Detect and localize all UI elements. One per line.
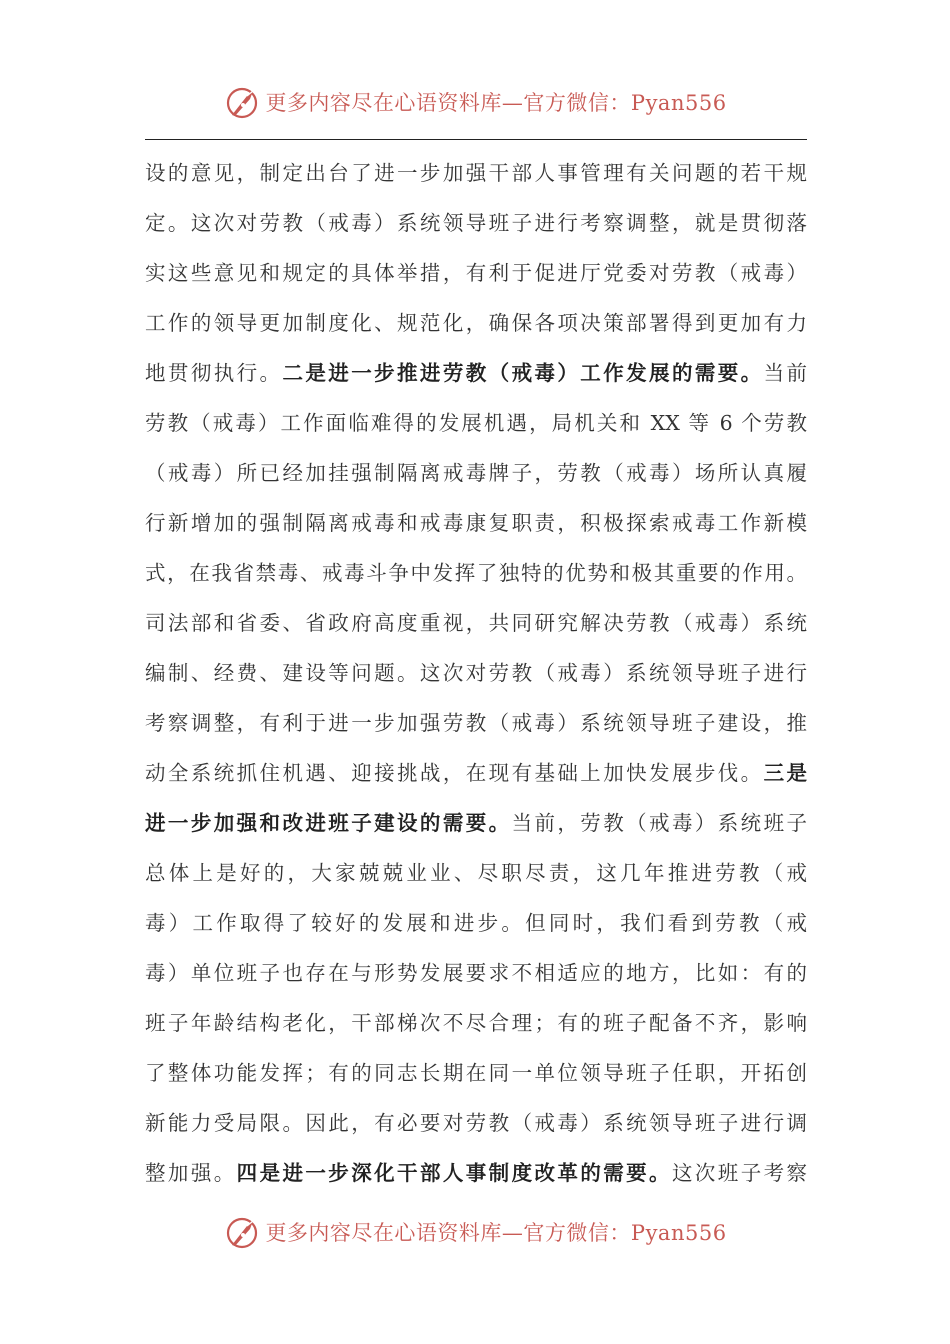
text-line bbox=[145, 948, 807, 998]
body-text-span: 总体上是好的，大家兢兢业业、尽职尽责，这几年推进劳教（戒 bbox=[145, 861, 807, 885]
body-text-span: 劳教（戒毒）工作面临难得的发展机遇，局机关和 XX 等 6 个劳教 bbox=[145, 411, 807, 435]
header-divider bbox=[145, 139, 807, 140]
body-text-span: 毒）单位班子也存在与形势发展要求不相适应的地方，比如：有的 bbox=[145, 961, 807, 985]
bold-heading-text: 二是进一步推进劳教（戒毒）工作发展的需要。 bbox=[282, 361, 764, 385]
text-line bbox=[145, 1048, 807, 1098]
text-line bbox=[145, 448, 807, 498]
text-line bbox=[145, 498, 807, 548]
text-line bbox=[145, 748, 807, 798]
footer-banner bbox=[0, 1210, 950, 1254]
body-text-span: 地贯彻执行。 bbox=[145, 361, 283, 385]
body-text-span: 编制、经费、建设等问题。这次对劳教（戒毒）系统领导班子进行 bbox=[145, 661, 807, 685]
body-text-span: 式，在我省禁毒、戒毒斗争中发挥了独特的优势和极其重要的作用。 bbox=[145, 561, 807, 585]
body-text-span: 考察调整，有利于进一步加强劳教（戒毒）系统领导班子建设，推 bbox=[145, 711, 807, 735]
text-line bbox=[145, 648, 807, 698]
text-line bbox=[145, 798, 807, 848]
text-line bbox=[145, 1148, 807, 1198]
pen-nib-logo-icon bbox=[223, 82, 263, 122]
text-line bbox=[145, 348, 807, 398]
text-line bbox=[145, 998, 807, 1048]
body-text-span: 整加强。 bbox=[145, 1161, 237, 1185]
footer-banner-text: 更多内容尽在心语资料库—官方微信：Pyan556 bbox=[265, 1221, 727, 1245]
header-banner-text: 更多内容尽在心语资料库—官方微信：Pyan556 bbox=[265, 91, 727, 115]
body-text-span: 定。这次对劳教（戒毒）系统领导班子进行考察调整，就是贯彻落 bbox=[145, 211, 807, 235]
body-text-span: 当前 bbox=[763, 361, 808, 385]
body-text-span: 新能力受局限。因此，有必要对劳教（戒毒）系统领导班子进行调 bbox=[145, 1111, 807, 1135]
document-body bbox=[145, 148, 807, 1198]
text-line bbox=[145, 848, 807, 898]
body-text-span: 这次班子考察 bbox=[671, 1161, 808, 1185]
header-banner bbox=[0, 80, 950, 124]
body-text-span: 行新增加的强制隔离戒毒和戒毒康复职责，积极探索戒毒工作新模 bbox=[145, 511, 807, 535]
text-line bbox=[145, 248, 807, 298]
text-line bbox=[145, 298, 807, 348]
text-line bbox=[145, 1098, 807, 1148]
body-text-span: 动全系统抓住机遇、迎接挑战，在现有基础上加快发展步伐。 bbox=[145, 761, 764, 785]
body-text-span: 毒）工作取得了较好的发展和进步。但同时，我们看到劳教（戒 bbox=[145, 911, 807, 935]
body-text-span: 实这些意见和规定的具体举措，有利于促进厅党委对劳教（戒毒） bbox=[145, 261, 807, 285]
text-line bbox=[145, 698, 807, 748]
text-line bbox=[145, 398, 807, 448]
text-line bbox=[145, 148, 807, 198]
text-line bbox=[145, 198, 807, 248]
body-text-span: 设的意见，制定出台了进一步加强干部人事管理有关问题的若干规 bbox=[145, 161, 807, 185]
pen-nib-logo-icon bbox=[223, 1212, 263, 1252]
text-line bbox=[145, 598, 807, 648]
bold-heading-text: 进一步加强和改进班子建设的需要。 bbox=[145, 811, 512, 835]
body-text-span: 班子年龄结构老化，干部梯次不尽合理；有的班子配备不齐，影响 bbox=[145, 1011, 807, 1035]
text-line bbox=[145, 548, 807, 598]
bold-heading-text: 三是 bbox=[763, 761, 808, 785]
text-line bbox=[145, 898, 807, 948]
body-text-span: 司法部和省委、省政府高度重视，共同研究解决劳教（戒毒）系统 bbox=[145, 611, 807, 635]
bold-heading-text: 四是进一步深化干部人事制度改革的需要。 bbox=[236, 1161, 672, 1185]
body-text-span: （戒毒）所已经加挂强制隔离戒毒牌子，劳教（戒毒）场所认真履 bbox=[145, 461, 807, 485]
body-text-span: 当前，劳教（戒毒）系统班子 bbox=[511, 811, 808, 835]
body-text-span: 工作的领导更加制度化、规范化，确保各项决策部署得到更加有力 bbox=[145, 311, 807, 335]
body-text-span: 了整体功能发挥；有的同志长期在同一单位领导班子任职，开拓创 bbox=[145, 1061, 807, 1085]
